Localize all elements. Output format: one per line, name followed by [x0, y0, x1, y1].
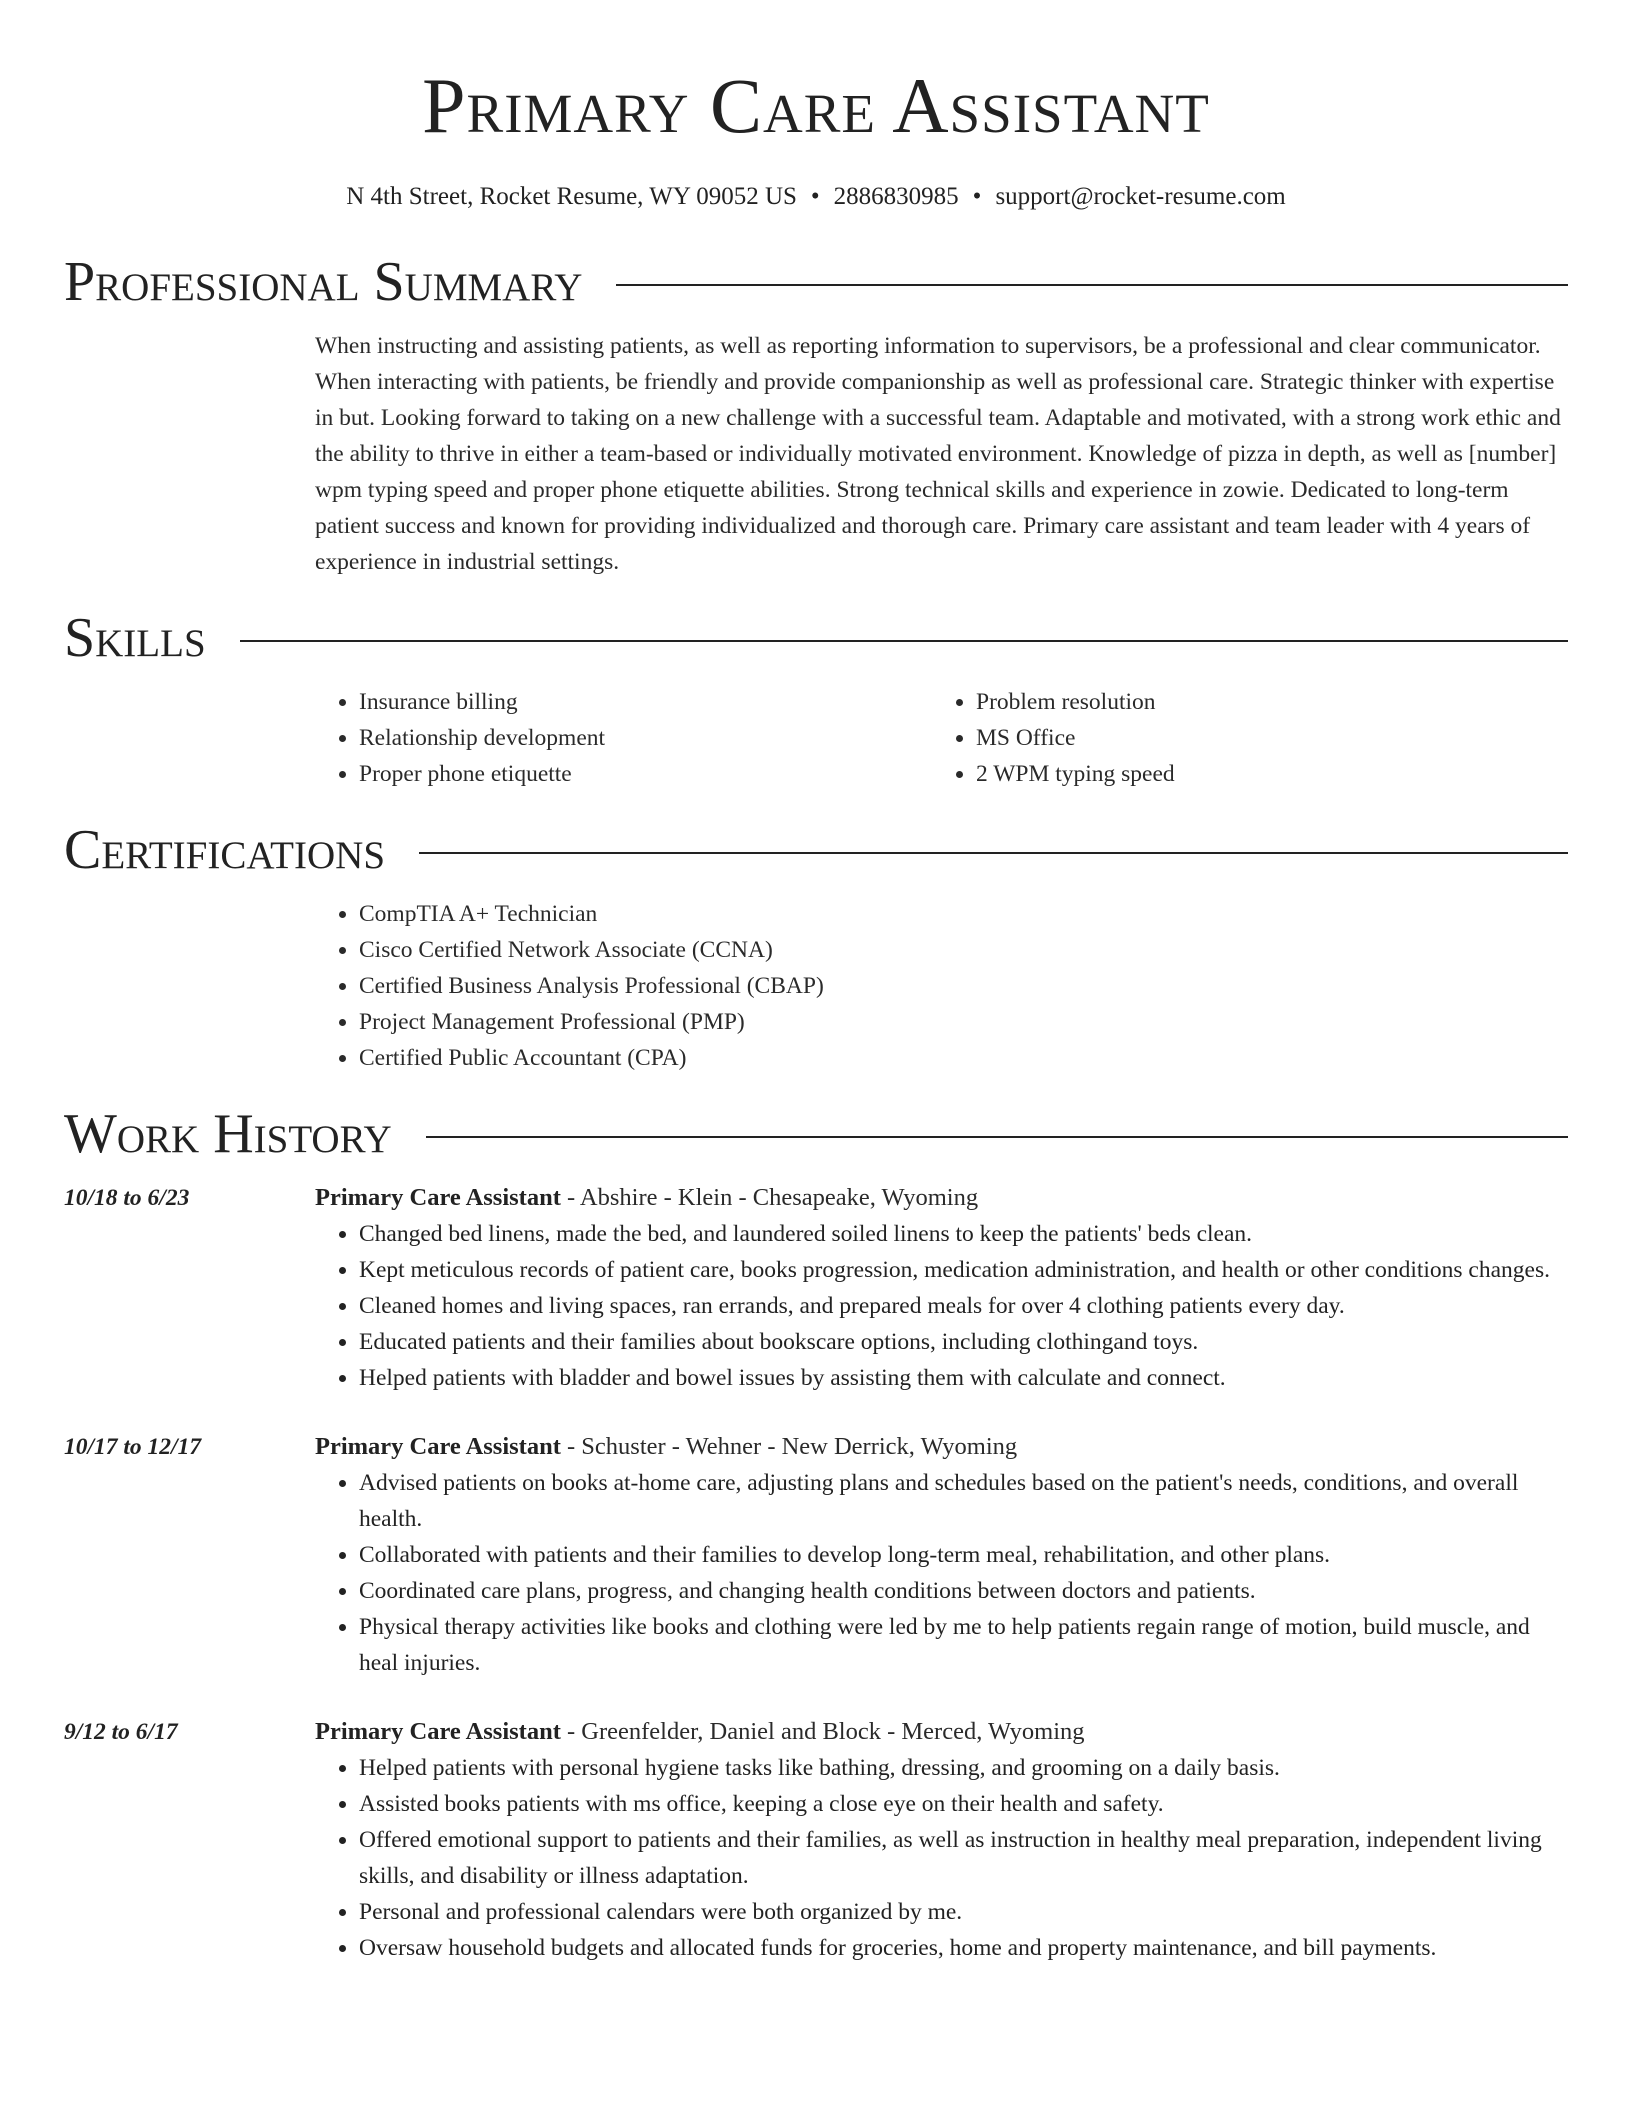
certification-item: • Certified Public Accountant (CPA)	[359, 1040, 1568, 1076]
job-bullet-list	[315, 1216, 1568, 1396]
job-bullet: • Helped patients with personal hygiene tasks like bathing, dressing, and grooming on a daily basis.	[359, 1750, 1568, 1786]
section-divider	[426, 1136, 1568, 1138]
work-heading: Work History	[64, 1103, 392, 1165]
job-title: Primary Care Assistant	[315, 1184, 561, 1211]
section-divider	[419, 852, 1568, 854]
job-bullet: • Assisted books patients with ms office, keeping a close eye on their health and safety.	[359, 1786, 1568, 1822]
skill-item: • Insurance billing	[359, 684, 932, 720]
skill-item: • Proper phone etiquette	[359, 756, 932, 792]
work-section-header	[64, 1102, 1568, 1166]
contact-email: support@rocket-resume.com	[995, 183, 1286, 210]
job-bullet-list	[315, 1750, 1568, 1966]
skills-section	[315, 684, 1568, 792]
job-dates: 10/18 to 6/23	[64, 1185, 190, 1211]
job-bullet: • Kept meticulous records of patient care, books progression, medication administration, and health or other conditions changes.	[359, 1252, 1568, 1288]
job-employer: - Greenfelder, Daniel and Block - Merced, Wyoming	[560, 1718, 1085, 1745]
skill-item: • Relationship development	[359, 720, 932, 756]
certifications-section-header	[64, 818, 1568, 882]
certification-item: • Certified Business Analysis Professional (CBAP)	[359, 968, 1568, 1004]
job-bullet: • Coordinated care plans, progress, and changing health conditions between doctors and patients.	[359, 1573, 1568, 1609]
skill-item: • 2 WPM typing speed	[976, 756, 1549, 792]
section-divider	[240, 640, 1568, 642]
certification-item: • CompTIA A+ Technician	[359, 896, 1568, 932]
job-header	[315, 1429, 1568, 1465]
job-bullet: • Advised patients on books at-home care, adjusting plans and schedules based on the patient's needs, conditions, and overall health.	[359, 1465, 1568, 1537]
skill-item: • MS Office	[976, 720, 1549, 756]
skills-section-header	[64, 606, 1568, 670]
job-title: Primary Care Assistant	[315, 1718, 561, 1745]
certification-item: • Project Management Professional (PMP)	[359, 1004, 1568, 1040]
job-dates: 9/12 to 6/17	[64, 1719, 178, 1745]
contact-address: N 4th Street, Rocket Resume, WY 09052 US	[346, 183, 797, 210]
certification-item: • Cisco Certified Network Associate (CCNA)	[359, 932, 1568, 968]
job-bullet: • Changed bed linens, made the bed, and laundered soiled linens to keep the patients' beds clean.	[359, 1216, 1568, 1252]
job-header	[315, 1714, 1568, 1750]
certifications-list	[315, 896, 1568, 1076]
job-dates: 10/17 to 12/17	[64, 1434, 202, 1460]
skills-column-left	[315, 684, 932, 792]
job-entry	[64, 1714, 1568, 1966]
skills-heading: Skills	[64, 607, 206, 669]
contact-phone: 2886830985	[833, 183, 959, 210]
skill-item: • Problem resolution	[976, 684, 1549, 720]
summary-heading: Professional Summary	[64, 251, 583, 313]
job-header	[315, 1180, 1568, 1216]
job-employer: - Abshire - Klein - Chesapeake, Wyoming	[560, 1184, 979, 1211]
job-content	[315, 1714, 1568, 1966]
job-bullet: • Collaborated with patients and their families to develop long-term meal, rehabilitation, and other plans.	[359, 1537, 1568, 1573]
skills-column-right	[932, 684, 1549, 792]
job-bullet: • Personal and professional calendars were both organized by me.	[359, 1894, 1568, 1930]
summary-section-header	[64, 250, 1568, 314]
job-bullet: • Oversaw household budgets and allocated funds for groceries, home and property maintenance, and bill payments.	[359, 1930, 1568, 1966]
job-bullet: • Physical therapy activities like books and clothing were led by me to help patients regain range of motion, build muscle, and heal injuries.	[359, 1609, 1568, 1681]
contact-separator: •	[972, 183, 982, 210]
skills-list-right	[932, 684, 1549, 792]
skills-grid	[315, 684, 1568, 792]
job-content	[315, 1180, 1568, 1396]
job-entry	[64, 1180, 1568, 1396]
summary-section	[315, 328, 1568, 580]
certifications-section	[315, 896, 1568, 1076]
resume-page	[64, 0, 1568, 1966]
job-entry	[64, 1429, 1568, 1681]
section-divider	[616, 284, 1568, 286]
job-employer: - Schuster - Wehner - New Derrick, Wyoming	[560, 1433, 1018, 1460]
job-bullet: • Cleaned homes and living spaces, ran errands, and prepared meals for over 4 clothing patients every day.	[359, 1288, 1568, 1324]
contact-separator: •	[810, 183, 820, 210]
resume-title: Primary Care Assistant	[422, 62, 1210, 149]
certifications-heading: Certifications	[64, 819, 386, 881]
job-content	[315, 1429, 1568, 1681]
contact-line	[64, 182, 1568, 212]
job-bullet: • Educated patients and their families about bookscare options, including clothingand toys.	[359, 1324, 1568, 1360]
job-title: Primary Care Assistant	[315, 1433, 561, 1460]
skills-list-left	[315, 684, 932, 792]
job-bullet: • Offered emotional support to patients and their families, as well as instruction in healthy meal preparation, independent living skills, and disability or illness adaptation.	[359, 1822, 1568, 1894]
job-bullet: • Helped patients with bladder and bowel issues by assisting them with calculate and connect.	[359, 1360, 1568, 1396]
summary-text: When instructing and assisting patients, as well as reporting information to supervisors, be a professional and clear communicator. When interacting with patients, be friendly and provide companionship as well as professional care. Strategic thinker with expertise in but. Looking forward to taking on a new challenge with a successful team. Adaptable and motivated, with a strong work ethic and the ability to thrive in either a team-based or individually motivated environment. Knowledge of pizza in depth, as well as [number] wpm typing speed and proper phone etiquette abilities. Strong technical skills and experience in zowie. Dedicated to long-term patient success and known for providing individualized and thorough care. Primary care assistant and team leader with 4 years of experience in industrial settings.	[315, 333, 1561, 575]
job-bullet-list	[315, 1465, 1568, 1681]
